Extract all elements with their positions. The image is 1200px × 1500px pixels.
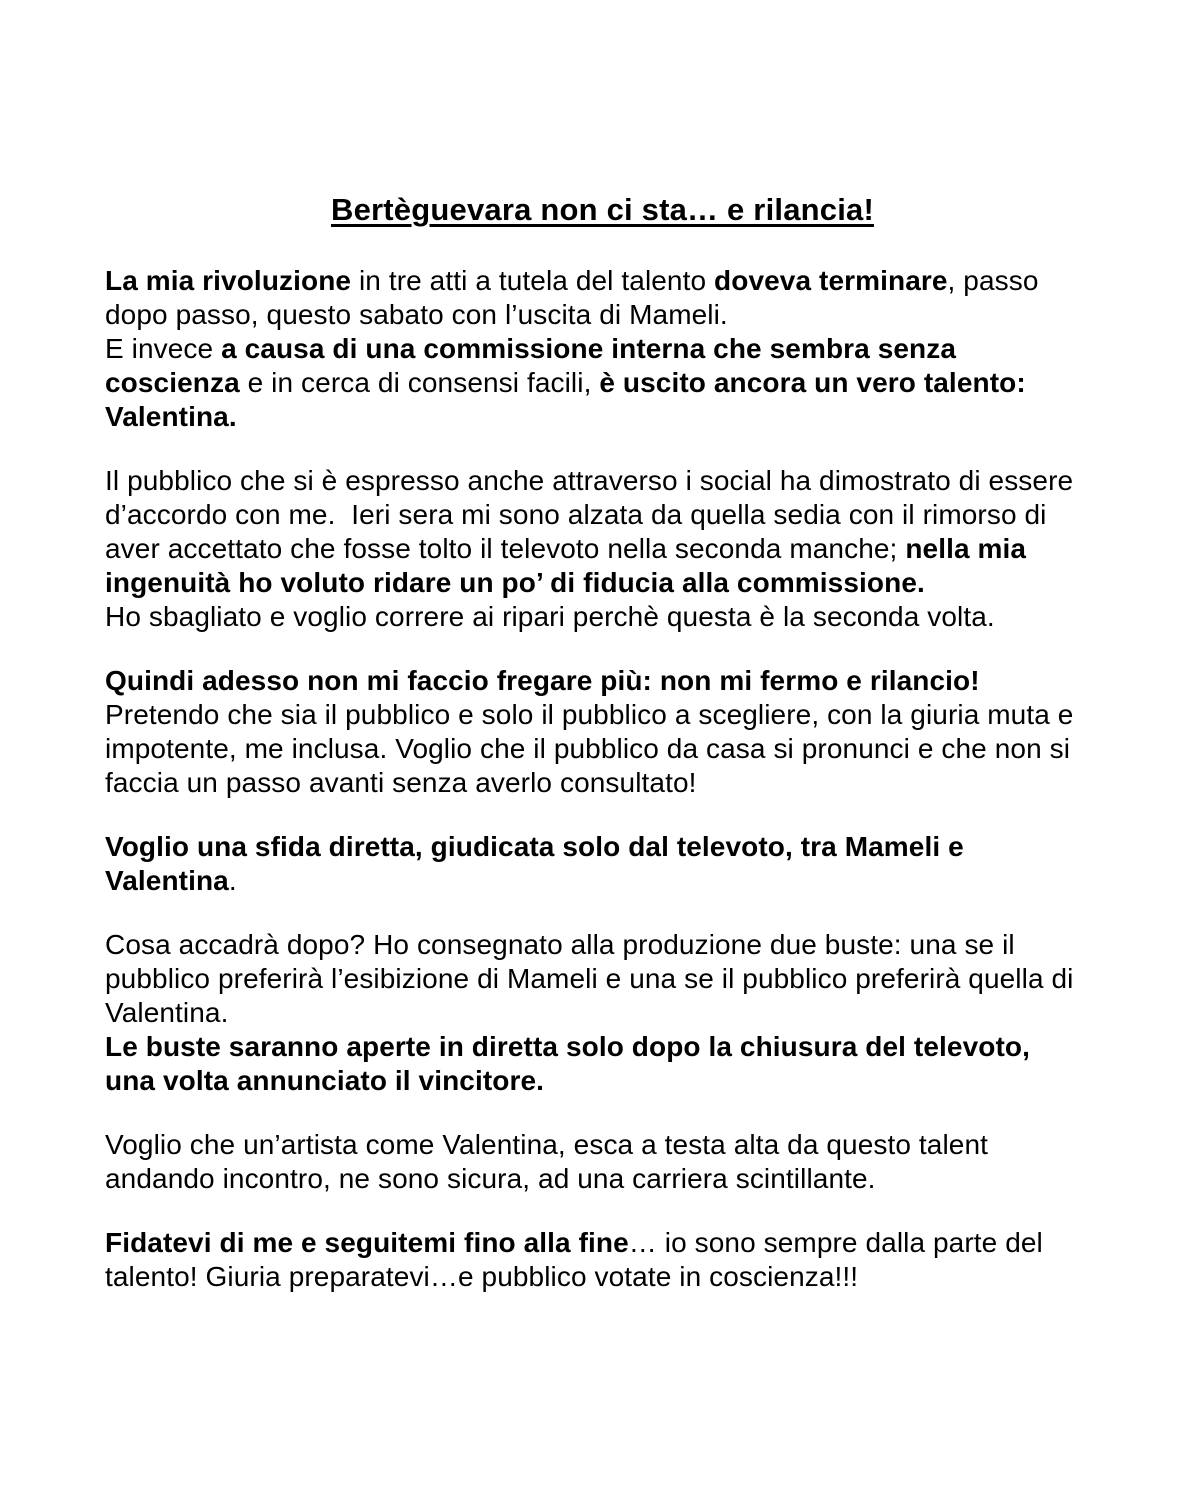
document-title-text: Bertèguevara non ci sta… e rilancia! bbox=[330, 192, 874, 227]
text-line bbox=[105, 498, 1100, 532]
text-run: Pretendo che sia il pubblico e solo il pubblico a scegliere, con la giuria muta e bbox=[105, 699, 1074, 730]
text-run: Fidatevi di me e seguitemi fino alla fine bbox=[105, 1227, 629, 1258]
text-line bbox=[105, 996, 1100, 1030]
text-line bbox=[105, 698, 1100, 732]
text-run: Quindi adesso non mi faccio fregare più: non mi fermo e rilancio! bbox=[105, 665, 980, 696]
text-line bbox=[105, 1064, 1100, 1098]
text-run: Cosa accadrà dopo? Ho consegnato alla produzione due buste: una se il bbox=[105, 929, 1015, 960]
text-run: Il pubblico che si è espresso anche attraverso i social ha dimostrato di essere bbox=[105, 465, 1074, 496]
paragraph bbox=[105, 264, 1100, 434]
text-line bbox=[105, 1260, 1100, 1294]
paragraph bbox=[105, 830, 1100, 898]
text-line bbox=[105, 766, 1100, 800]
text-run: impotente, me inclusa. Voglio che il pubblico da casa si pronunci e che non si bbox=[105, 733, 1071, 764]
text-line bbox=[105, 864, 1100, 898]
text-run: Valentina bbox=[105, 865, 229, 896]
text-run: talento! Giuria preparatevi…e pubblico votate in coscienza!!! bbox=[105, 1261, 859, 1292]
text-run: Valentina. bbox=[105, 997, 229, 1028]
text-line bbox=[105, 298, 1100, 332]
text-run: Voglio che un’artista come Valentina, esca a testa alta da questo talent bbox=[105, 1129, 989, 1160]
text-run: Ho sbagliato e voglio correre ai ripari perchè questa è la seconda volta. bbox=[105, 601, 995, 632]
text-run: . bbox=[228, 865, 237, 896]
paragraph bbox=[105, 928, 1100, 1098]
text-run: Le buste saranno aperte in diretta solo dopo la chiusura del televoto, bbox=[105, 1031, 1030, 1062]
text-run: Voglio una sfida diretta, giudicata solo dal televoto, tra Mameli e bbox=[105, 831, 964, 862]
text-run: pubblico preferirà l’esibizione di Mameli e una se il pubblico preferirà quella di bbox=[105, 963, 1074, 994]
text-run: dopo passo, questo sabato con l’uscita di Mameli. bbox=[105, 299, 728, 330]
text-run: andando incontro, ne sono sicura, ad una carriera scintillante. bbox=[105, 1163, 876, 1194]
text-run: … io sono sempre dalla parte del bbox=[628, 1227, 1043, 1258]
text-run: E invece bbox=[105, 333, 222, 364]
document-body bbox=[105, 228, 1100, 1294]
text-line bbox=[105, 928, 1100, 962]
text-run: d’accordo con me. Ieri sera mi sono alzata da quella sedia con il rimorso di bbox=[105, 499, 1047, 530]
text-run: a causa di una commissione interna che sembra senza bbox=[221, 333, 957, 364]
text-line bbox=[105, 400, 1100, 434]
text-run: aver accettato che fosse tolto il televoto nella seconda manche; bbox=[105, 533, 906, 564]
text-line bbox=[105, 1162, 1100, 1196]
text-run: Valentina. bbox=[105, 401, 237, 432]
text-line bbox=[105, 264, 1100, 298]
text-line bbox=[105, 464, 1100, 498]
text-line bbox=[105, 566, 1100, 600]
text-line bbox=[105, 664, 1100, 698]
text-line bbox=[105, 830, 1100, 864]
text-line bbox=[105, 332, 1100, 366]
text-run: nella mia bbox=[905, 533, 1027, 564]
paragraph bbox=[105, 1128, 1100, 1196]
text-run: ingenuità ho voluto ridare un po’ di fiducia alla commissione. bbox=[105, 567, 925, 598]
text-run: in tre atti a tutela del talento bbox=[351, 265, 715, 296]
text-line bbox=[105, 532, 1100, 566]
paragraph bbox=[105, 664, 1100, 800]
text-run: doveva terminare bbox=[714, 265, 948, 296]
text-line bbox=[105, 600, 1100, 634]
text-line bbox=[105, 962, 1100, 996]
text-run: è uscito ancora un vero talento: bbox=[599, 367, 1026, 398]
text-run: e in cerca di consensi facili, bbox=[239, 367, 600, 398]
text-run: una volta annunciato il vincitore. bbox=[105, 1065, 545, 1096]
paragraph bbox=[105, 1226, 1100, 1294]
text-run: coscienza bbox=[105, 367, 240, 398]
text-line bbox=[105, 1128, 1100, 1162]
text-run: , passo bbox=[947, 265, 1039, 296]
text-line bbox=[105, 1226, 1100, 1260]
text-run: La mia rivoluzione bbox=[105, 265, 352, 296]
text-line bbox=[105, 366, 1100, 400]
document-title bbox=[105, 0, 1100, 228]
text-line bbox=[105, 732, 1100, 766]
paragraph bbox=[105, 464, 1100, 634]
text-run: faccia un passo avanti senza averlo consultato! bbox=[105, 767, 697, 798]
text-line bbox=[105, 1030, 1100, 1064]
